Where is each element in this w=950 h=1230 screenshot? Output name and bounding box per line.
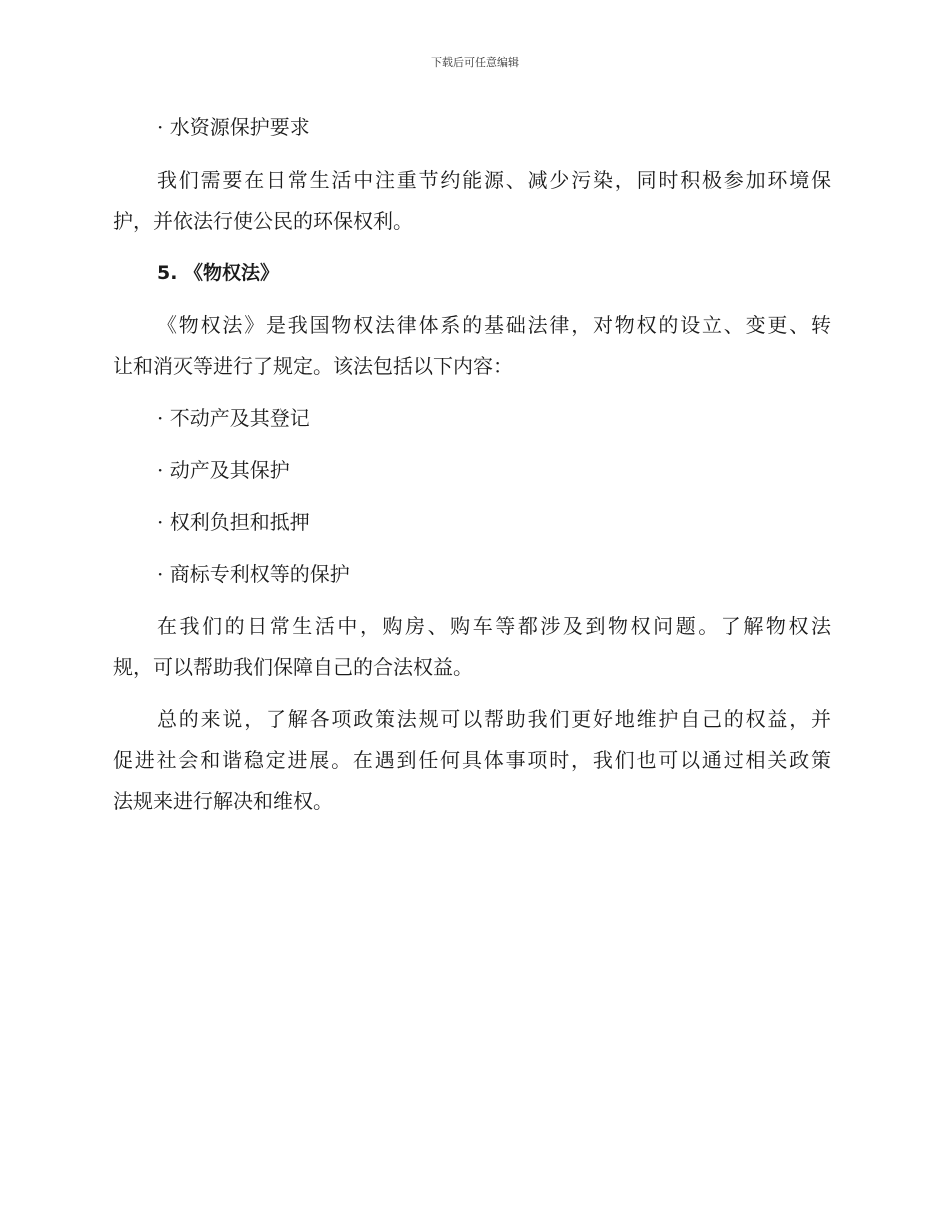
- bullet-water-protection: · 水资源保护要求: [157, 115, 310, 139]
- paragraph-summary-line-1: 总的来说，了解各项政策法规可以帮助我们更好地维护自己的权益，并: [157, 707, 831, 731]
- bullet-movable-property: · 动产及其保护: [157, 458, 290, 482]
- section-heading-property-law: 5. 《物权法》: [157, 262, 280, 284]
- paragraph-summary-line-3: 法规来进行解决和维权。: [113, 789, 333, 813]
- bullet-real-estate: · 不动产及其登记: [157, 406, 310, 430]
- paragraph-daily-life-line-2: 规，可以帮助我们保障自己的合法权益。: [113, 655, 473, 679]
- paragraph-summary-line-2: 促进社会和谐稳定进展。在遇到任何具体事项时，我们也可以通过相关政策: [113, 748, 831, 772]
- paragraph-property-law-line-2: 让和消灭等进行了规定。该法包括以下内容：: [113, 354, 513, 378]
- paragraph-environment-line-1: 我们需要在日常生活中注重节约能源、减少污染，同时积极参加环境保: [157, 168, 831, 192]
- bullet-encumbrance-mortgage: · 权利负担和抵押: [157, 510, 310, 534]
- paragraph-daily-life-line-1: 在我们的日常生活中，购房、购车等都涉及到物权问题。了解物权法: [157, 614, 831, 638]
- page-header: 下载后可任意编辑: [431, 56, 519, 69]
- bullet-trademark-patent: · 商标专利权等的保护: [157, 562, 350, 586]
- paragraph-environment-line-2: 护，并依法行使公民的环保权利。: [113, 209, 413, 233]
- paragraph-property-law-line-1: 《物权法》是我国物权法律体系的基础法律，对物权的设立、变更、转: [157, 313, 831, 337]
